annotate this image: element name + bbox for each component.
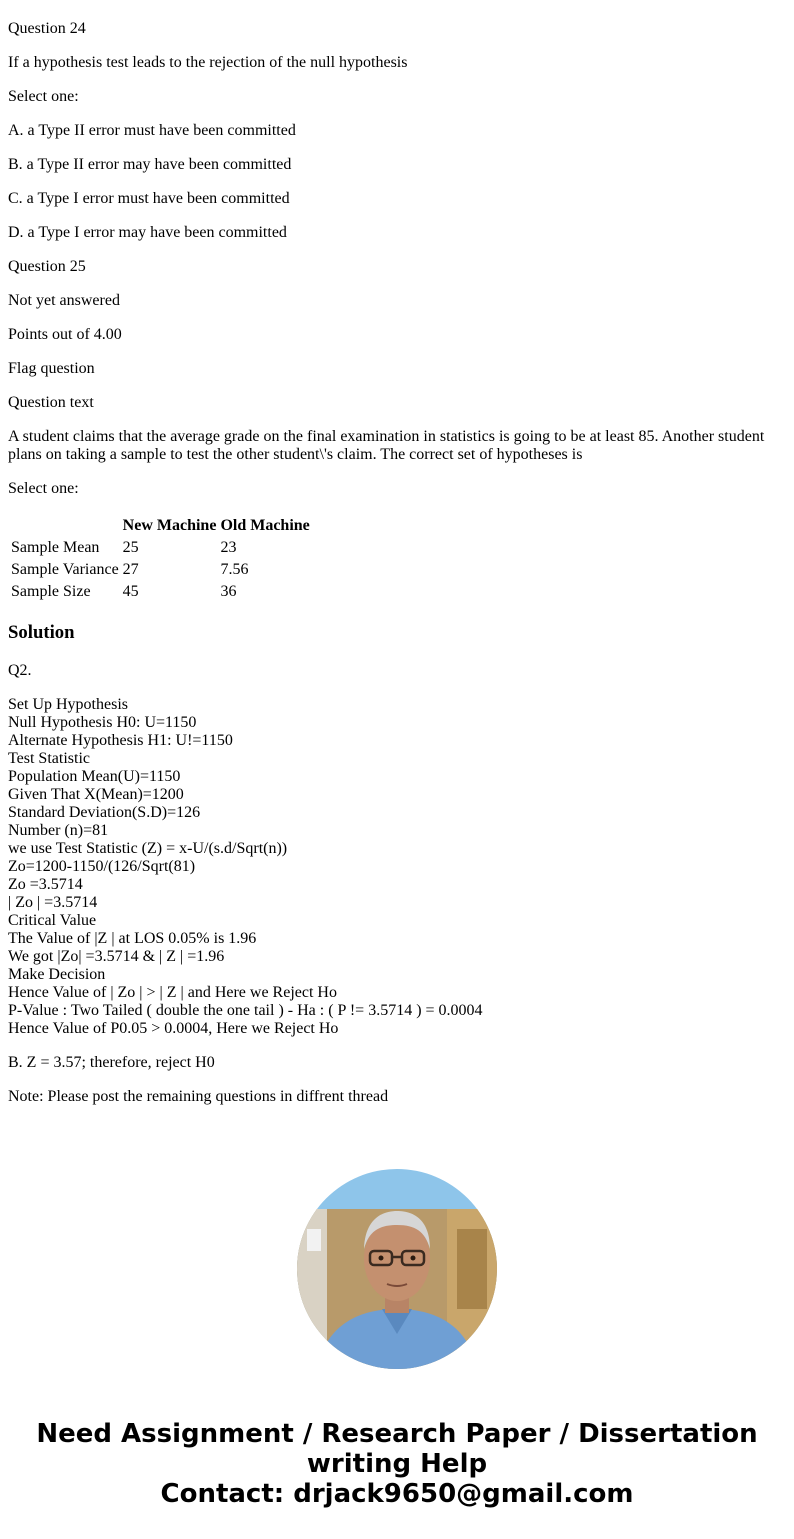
table-header-new-machine: New Machine bbox=[122, 517, 217, 534]
question24-option-a: A. a Type II error must have been committed bbox=[8, 122, 296, 139]
solution-line: P-Value : Two Tailed ( double the one tail ) - Ha : ( P != 3.5714 ) = 0.0004 bbox=[8, 1002, 483, 1019]
footer-line-1: Need Assignment / Research Paper / Dissertation bbox=[36, 1419, 758, 1449]
solution-line: Make Decision bbox=[8, 966, 106, 983]
solution-line: The Value of |Z | at LOS 0.05% is 1.96 bbox=[8, 930, 257, 947]
table-cell: Sample Size bbox=[11, 583, 91, 600]
solution-line: Critical Value bbox=[8, 912, 97, 929]
table-cell: 25 bbox=[122, 539, 139, 556]
solution-line: Zo=1200-1150/(126/Sqrt(81) bbox=[8, 858, 196, 875]
question25-points: Points out of 4.00 bbox=[8, 326, 122, 343]
solution-question-label: Q2. bbox=[8, 662, 32, 679]
author-avatar bbox=[297, 1169, 497, 1369]
author-portrait-image bbox=[297, 1169, 497, 1369]
solution-steps bbox=[8, 696, 786, 1038]
table-row bbox=[10, 538, 311, 558]
question25-text-label: Question text bbox=[8, 394, 94, 411]
table-header-blank bbox=[10, 516, 120, 536]
solution-line: Zo =3.5714 bbox=[8, 876, 83, 893]
solution-line: Alternate Hypothesis H1: U!=1150 bbox=[8, 732, 233, 749]
table-header-old-machine: Old Machine bbox=[220, 517, 310, 534]
solution-line: Given That X(Mean)=1200 bbox=[8, 786, 184, 803]
solution-heading: Solution bbox=[8, 622, 75, 643]
solution-line: Null Hypothesis H0: U=1150 bbox=[8, 714, 197, 731]
solution-line: Set Up Hypothesis bbox=[8, 696, 128, 713]
table-cell: 36 bbox=[220, 583, 237, 600]
table-header-row bbox=[10, 516, 311, 536]
solution-line: We got |Zo| =3.5714 & | Z | =1.96 bbox=[8, 948, 225, 965]
table-row bbox=[10, 560, 311, 580]
solution-line: Hence Value of P0.05 > 0.0004, Here we Reject Ho bbox=[8, 1020, 339, 1037]
solution-line: Hence Value of | Zo | > | Z | and Here we Reject Ho bbox=[8, 984, 337, 1001]
question24-option-b: B. a Type II error may have been committed bbox=[8, 156, 292, 173]
table-row bbox=[10, 582, 311, 602]
table-cell: 45 bbox=[122, 583, 139, 600]
solution-answer: B. Z = 3.57; therefore, reject H0 bbox=[8, 1054, 215, 1071]
question24-option-c: C. a Type I error must have been committed bbox=[8, 190, 290, 207]
question24-title: Question 24 bbox=[8, 20, 86, 37]
solution-line: Number (n)=81 bbox=[8, 822, 109, 839]
solution-line: Standard Deviation(S.D)=126 bbox=[8, 804, 201, 821]
solution-line: Population Mean(U)=1150 bbox=[8, 768, 181, 785]
footer-contact: Contact: drjack9650@gmail.com bbox=[160, 1479, 634, 1509]
question25-status: Not yet answered bbox=[8, 292, 120, 309]
table-cell: 7.56 bbox=[220, 561, 249, 578]
footer-advertisement bbox=[0, 1419, 794, 1509]
page-content bbox=[0, 16, 794, 1106]
table-cell: Sample Mean bbox=[11, 539, 100, 556]
question25-select-label: Select one: bbox=[8, 480, 79, 497]
footer-line-2: writing Help bbox=[306, 1449, 488, 1479]
solution-note: Note: Please post the remaining questions in diffrent thread bbox=[8, 1088, 389, 1105]
question24-option-d: D. a Type I error may have been committed bbox=[8, 224, 287, 241]
question25-title: Question 25 bbox=[8, 258, 86, 275]
table-cell: Sample Variance bbox=[11, 561, 119, 578]
flag-question-link: Flag question bbox=[8, 360, 95, 377]
table-cell: 27 bbox=[122, 561, 139, 578]
solution-line: Test Statistic bbox=[8, 750, 90, 767]
solution-line: | Zo | =3.5714 bbox=[8, 894, 98, 911]
question24-select-label: Select one: bbox=[8, 88, 79, 105]
table-cell: 23 bbox=[220, 539, 237, 556]
machine-comparison-table bbox=[8, 514, 313, 604]
solution-line: we use Test Statistic (Z) = x-U/(s.d/Sqrt(n)) bbox=[8, 840, 288, 857]
question24-text: If a hypothesis test leads to the rejection of the null hypothesis bbox=[8, 54, 408, 71]
question25-text: A student claims that the average grade on the final examination in statistics is going to be at least 85. Another student plans on taking a sample to test the other student\'s claim. The correct set of hypotheses is bbox=[8, 428, 765, 463]
